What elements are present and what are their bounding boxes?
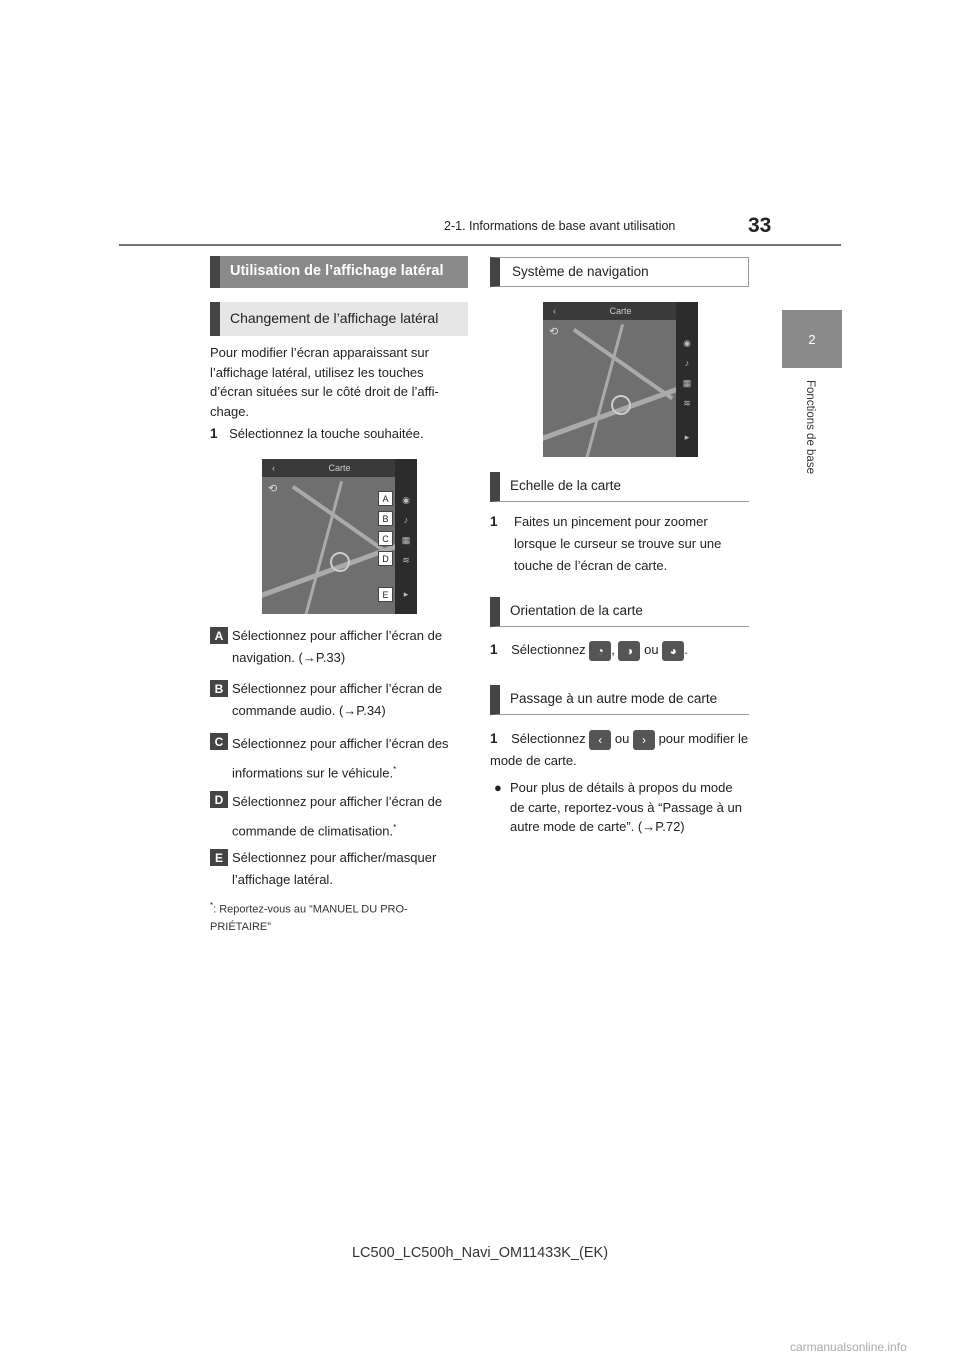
music-note-icon[interactable]: ♪: [684, 358, 690, 368]
callout-e: E: [378, 587, 393, 602]
map-mode-note: ● Pour plus de détails à propos du mode de carte, reportez-vous à “Passage à un autre mode de carte”. (→P.72): [494, 780, 742, 834]
header-rule: [119, 244, 841, 246]
vehicle-info-icon[interactable]: ▦: [682, 378, 692, 388]
toggle-display-icon[interactable]: ▸: [684, 432, 690, 442]
item-a-text: Sélectionnez pour afficher l’écran de navigation. (→P.33): [232, 628, 443, 665]
document-id: LC500_LC500h_Navi_OM11433K_(EK): [351, 1245, 609, 1261]
badge-b: B: [210, 680, 228, 697]
music-note-icon[interactable]: ♪: [403, 515, 409, 525]
chevron-left-icon[interactable]: ‹: [589, 730, 611, 750]
intro-paragraph: Pour modifier l’écran apparaissant sur l’affichage latéral, utilisez les touches d’écran situées sur le côté droit de l’affi-chage.: [210, 345, 439, 419]
map-topbar: [262, 459, 417, 477]
chapter-tab: 2: [782, 310, 842, 368]
compass-icon[interactable]: ⟲: [549, 326, 559, 338]
section-title: Utilisation de l’affichage latéral: [210, 256, 468, 288]
climate-icon[interactable]: ≋: [402, 555, 410, 565]
north-up-icon[interactable]: ◑: [618, 641, 640, 661]
item-c-text: Sélectionnez pour afficher l’écran des informations sur le véhicule.*: [232, 736, 449, 781]
compass-icon[interactable]: ⟲: [268, 483, 278, 495]
callout-a: A: [378, 491, 393, 506]
chapter-label: Fonctions de base: [804, 380, 816, 474]
item-b-text: Sélectionnez pour afficher l’écran de commande audio. (→P.34): [232, 681, 443, 718]
bullet-icon: ●: [494, 780, 502, 795]
orientation-title: Orientation de la carte: [490, 597, 749, 627]
heading-up-icon[interactable]: ◔: [589, 641, 611, 661]
map-mode-step: 1 Sélectionnez ‹ ou › pour modifier le mode de carte.: [490, 731, 749, 768]
watermark: carmanualsonline.info: [790, 1340, 907, 1354]
chevron-left-icon[interactable]: ‹: [272, 463, 275, 473]
subsection-title: Changement de l’affichage latéral: [210, 302, 468, 336]
badge-e: E: [210, 849, 228, 866]
nav-screenshot: [543, 302, 698, 457]
climate-icon[interactable]: ≋: [683, 398, 691, 408]
map-title: Carte: [609, 306, 632, 316]
nav-system-title: Système de navigation: [490, 257, 749, 287]
callout-c: C: [378, 531, 393, 546]
orientation-step: 1 Sélectionnez ◔ , ◑ ou ◕ .: [490, 640, 750, 661]
scale-title: Echelle de la carte: [490, 472, 749, 502]
toggle-display-icon[interactable]: ▸: [403, 589, 409, 599]
badge-d: D: [210, 791, 228, 808]
page-number: 33: [748, 214, 772, 237]
header-section-title: 2-1. Informations de base avant utilisation: [444, 219, 676, 233]
cursor-icon: [611, 395, 631, 415]
step-text: Sélectionnez la touche souhaitée.: [229, 426, 424, 441]
badge-c: C: [210, 733, 228, 750]
navigation-icon[interactable]: ◉: [683, 338, 691, 348]
footnote: *: Reportez-vous au “MANUEL DU PRO-PRIÉTAIRE”: [210, 901, 408, 933]
map-topbar: [543, 302, 698, 320]
chevron-left-icon[interactable]: ‹: [553, 306, 556, 316]
chevron-right-icon[interactable]: ›: [633, 730, 655, 750]
map-title: Carte: [328, 463, 351, 473]
side-display-screenshot: [262, 459, 417, 614]
map-mode-title: Passage à un autre mode de carte: [490, 685, 749, 715]
navigation-icon[interactable]: ◉: [402, 495, 410, 505]
callout-b: B: [378, 511, 393, 526]
step-1: [210, 424, 470, 444]
side-buttons: [676, 302, 698, 457]
item-d-text: Sélectionnez pour afficher l’écran de commande de climatisation.*: [232, 794, 443, 839]
cursor-icon: [330, 552, 350, 572]
item-e-text: Sélectionnez pour afficher/masquer l’affichage latéral.: [232, 850, 437, 887]
scale-step: 1 Faites un pincement pour zoomer lorsque le curseur se trouve sur une touche de l’écran de carte.: [490, 514, 722, 573]
side-buttons: [395, 459, 417, 614]
callout-d: D: [378, 551, 393, 566]
vehicle-info-icon[interactable]: ▦: [401, 535, 411, 545]
3d-map-icon[interactable]: ◕: [662, 641, 684, 661]
step-number: 1: [210, 426, 218, 441]
badge-a: A: [210, 627, 228, 644]
